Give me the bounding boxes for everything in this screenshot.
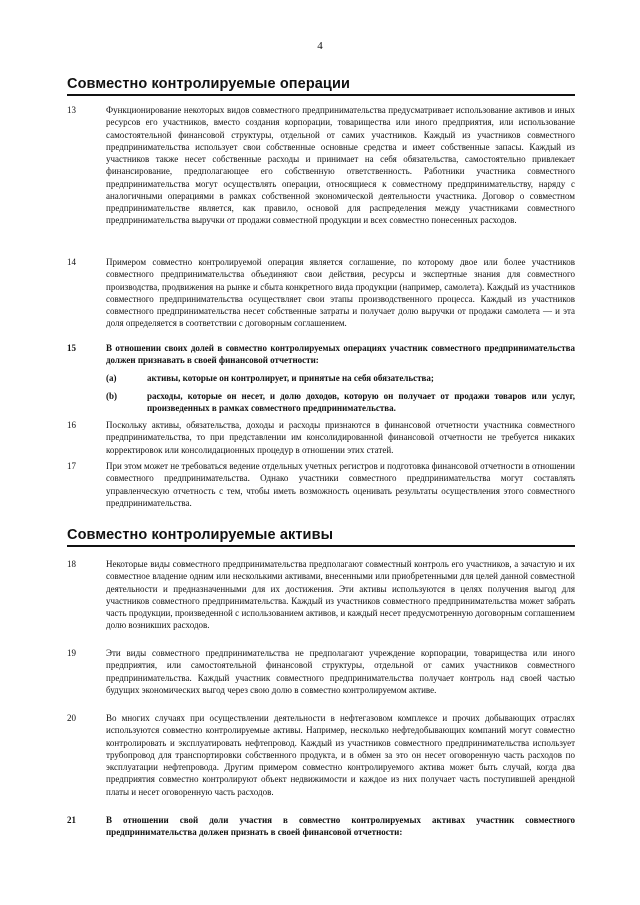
paragraph-number: 16	[67, 420, 76, 430]
subitem-text: расходы, которые он несет, и долю доходов, которую он получает от продажи товаров или услуг, произведенных в рамках совместного предпринимательства.	[147, 391, 575, 414]
paragraph-number: 18	[67, 559, 76, 569]
paragraph-text: В отношении свой доли участия в совместно контролируемых активах участник совместного предпринимательства должен признать в своей финансовой отчетности:	[106, 815, 575, 838]
paragraph-17	[67, 460, 575, 509]
paragraph-16	[67, 419, 575, 456]
section-heading-joint-assets: Совместно контролируемые активы	[67, 527, 575, 547]
paragraph-number: 21	[67, 815, 76, 825]
paragraph-text: Примером совместно контролируемой операция является соглашение, по которому двое или более участников совместного предпринимательства объединяют свои действия, ресурсы и экспертные знания для совместного производства, продвижения на рынке и сбыта конкретного вида продукции (например, самолета). Каждый из участников совместного предпринимательства осуществляет свои этапы производственного процесса. Каждый из участников совместного предпринимательства несет собственные затраты и получает долю выручки от продажи самолета — и эта доля определяется в соответствии с договорным соглашением.	[106, 257, 575, 329]
paragraph-21	[67, 814, 575, 839]
subitem-text: активы, которые он контролирует, и принятые на себя обязательства;	[147, 373, 434, 383]
subitem-a	[67, 372, 575, 384]
paragraph-text: Эти виды совместного предпринимательства не предполагают учреждение корпорации, товарищества или иного предприятия, или самостоятельной финансовой структуры, отдельной от самих участников совместного предпринимательства. Каждый участник совместного предпринимательства получает контроль над своей частью будущих экономических выгод через свою долю в совместно контролируемом активе.	[106, 648, 575, 695]
paragraph-number: 14	[67, 257, 76, 267]
paragraph-18	[67, 558, 575, 632]
paragraph-text: Функционирование некоторых видов совместного предпринимательства предусматривает использование активов и иных ресурсов его участников, вместо создания корпорации, товарищества или иного предприятия, или использование самостоятельной финансовой структуры, отдельной от самих участников. Каждый из участников совместного предпринимательства использует свои собственные основные средства и имеет собственные запасы. Каждый из участников также несет собственные расходы и принимает на себя обязательства, самостоятельно привлекает финансирование, предполагающее его собственную ответственность. Работники участника совместного предпринимательства могут осуществлять операции, относящиеся к совместному предпринимательству, наряду с аналогичными операциями в рамках собственной экономической деятельности участника. Договор о совместном предпринимательстве является, как правило, основой для распределения между участниками совместного предпринимательства выручки от продажи совместной продукции и всех совместно понесенных расходов.	[106, 105, 575, 226]
paragraph-text: При этом может не требоваться ведение отдельных учетных регистров и подготовка финансовой отчетности в отношении совместного предпринимательства. Однако участники совместного предпринимательства могут составлять управленческую отчетность с тем, чтобы иметь возможность оценивать результаты осуществления этого совместного предпринимательства.	[106, 461, 575, 508]
paragraph-text: Во многих случаях при осуществлении деятельности в нефтегазовом комплексе и прочих добывающих отраслях используются совместно контролируемые активы. Например, несколько нефтедобывающих компаний могут совместно контролировать и эксплуатировать нефтепровод. Каждый из участников совместного предпринимательства использует трубопровод для транспортировки собственного продукта, и в обмен за это он несет оговоренную часть расходов по эксплуатации нефтепровода. Другим примером совместно контролируемого актива может быть случай, когда два предприятия совместно контролируют объект недвижимости и каждое из них получает часть поступившей арендной платы и несет оговоренную часть расходов.	[106, 713, 575, 797]
paragraph-13	[67, 104, 575, 227]
paragraph-number: 19	[67, 648, 76, 658]
paragraph-number: 15	[67, 343, 76, 353]
paragraph-14	[67, 256, 575, 330]
paragraph-number: 20	[67, 713, 76, 723]
paragraph-20	[67, 712, 575, 798]
paragraph-19	[67, 647, 575, 696]
paragraph-number: 17	[67, 461, 76, 471]
section-heading-joint-operations: Совместно контролируемые операции	[67, 76, 575, 96]
subitem-b	[67, 390, 575, 415]
paragraph-text: В отношении своих долей в совместно контролируемых операциях участник совместного предпринимательства должен признавать в своей финансовой отчетности:	[106, 343, 575, 366]
paragraph-text: Поскольку активы, обязательства, доходы и расходы признаются в финансовой отчетности участника совместного предпринимательства, то при представлении им консолидированной финансовой отчетности не требуется никаких корректировок или консолидационных процедур в отношении этих статей.	[106, 420, 575, 455]
paragraph-text: Некоторые виды совместного предпринимательства предполагают совместный контроль его участников, а зачастую и их совместное владение одним или несколькими активами, внесенными или приобретенными для целей данной совместной деятельности и предназначенными для их достижения. Эти активы используются в целях получения выгод для участников совместного предпринимательства. Каждый из участников совместного предпринимательства может забрать часть продукции, произведенной с использованием активов, и каждый несет предусмотренную договорным соглашением долю возникших расходов.	[106, 559, 575, 631]
subitem-label: (a)	[106, 373, 117, 383]
subitem-label: (b)	[106, 391, 117, 401]
page-number: 4	[317, 40, 323, 52]
paragraph-number: 13	[67, 105, 76, 115]
paragraph-15	[67, 342, 575, 367]
